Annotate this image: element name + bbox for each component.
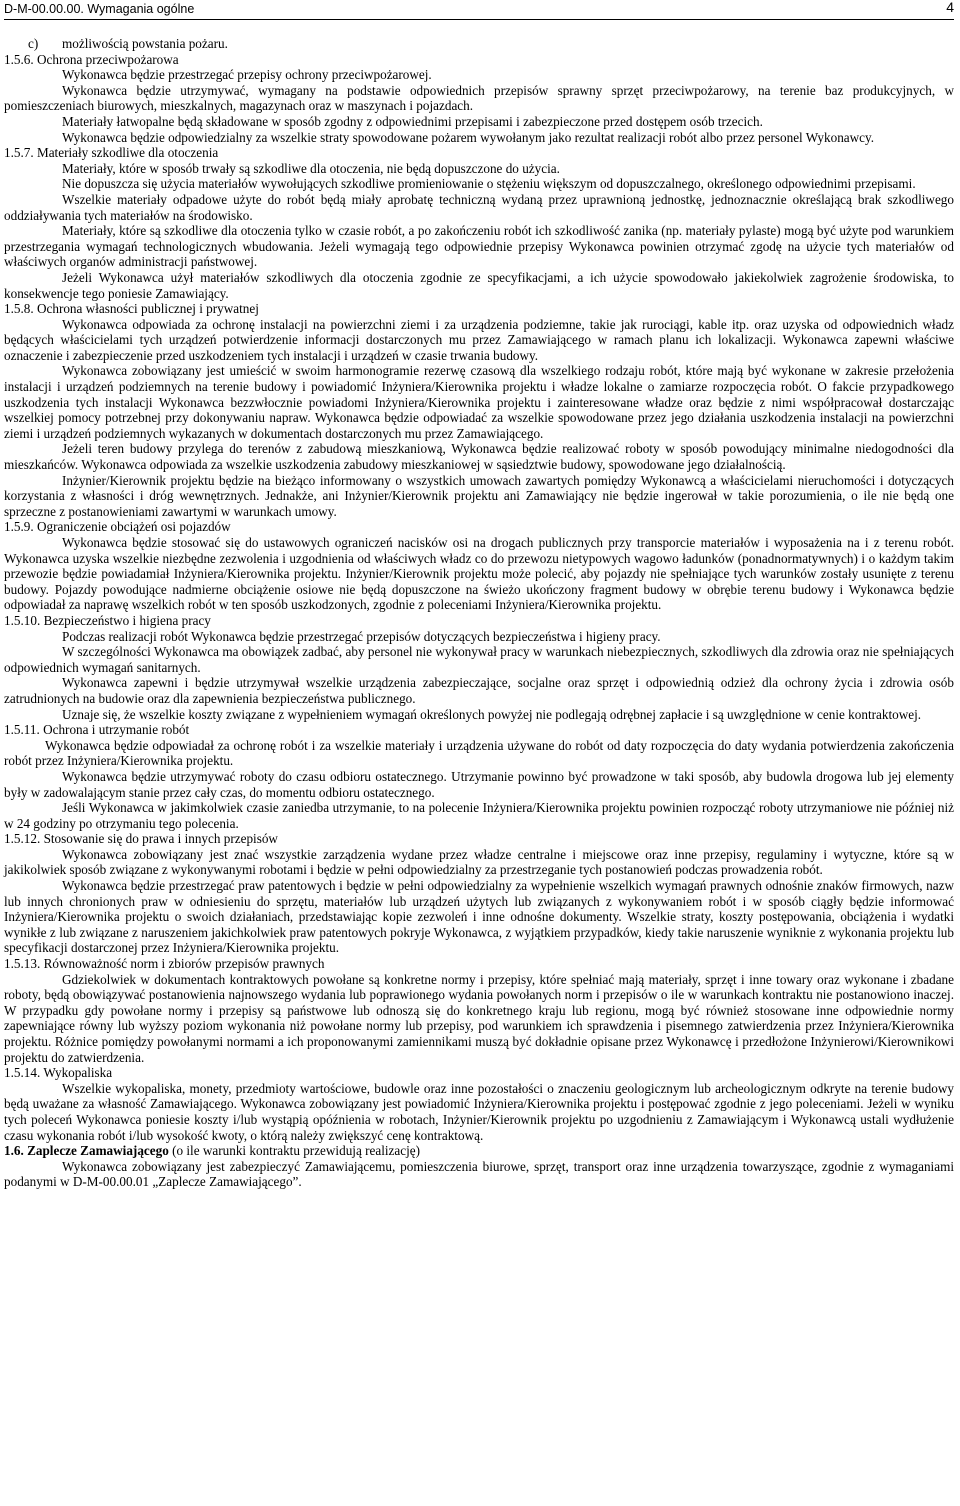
paragraph: W szczególności Wykonawca ma obowiązek zadbać, aby personel nie wykonywał pracy w warunkach niebezpiecznych, szkodliwych dla zdrowia oraz nie spełniających odpowiednich wymagań sanitarnych.	[4, 644, 954, 675]
section-1-5-13-heading	[4, 956, 954, 972]
section-title: Bezpieczeństwo i higiena pracy	[43, 612, 211, 628]
paragraph: Materiały, które w sposób trwały są szkodliwe dla otoczenia, nie będą dopuszczone do użycia.	[62, 160, 560, 176]
section-1-6-heading	[4, 1143, 954, 1159]
paragraph: Wszelkie wykopaliska, monety, przedmioty wartościowe, budowle oraz inne pozostałości o znaczeniu geologicznym lub archeologicznym odkryte na terenie budowy będą uważane za własność Zamawiającego. Wykonawca zobowiązany jest powiadomić Inżyniera/Kierownika projektu i postępować zgodnie z jego poleceniami. Jeżeli w wyniku tych poleceń Wykonawca poniesie koszty i/lub wystąpią opóźnienia w robotach, Inżynier/Kierownik projektu po uzgodnieniu z Zamawiającym i Wykonawcą ustali wydłużenie czasu wykonania robót i/lub wysokość kwoty, o którą należy zwiększyć cenę kontraktową.	[4, 1080, 954, 1143]
paragraph: Wykonawca zapewni i będzie utrzymywał wszelkie urządzenia zabezpieczające, socjalne oraz sprzęt i odpowiednią odzież dla ochrony życia i zdrowia osób zatrudnionych na budowie oraz dla zapewnienia bezpieczeństwa publicznego.	[4, 675, 954, 706]
section-1-5-14-heading	[4, 1065, 954, 1081]
paragraph: Wykonawca zobowiązany jest umieścić w swoim harmonogramie rezerwę czasową dla wszelkiego rodzaju robót, które mają być wykonane w zakresie przełożenia instalacji i urządzeń podziemnych na terenie budowy i powiadomić Inżyniera/Kierownika projektu i władze lokalne o zamiarze rozpoczęcia robót. O fakcie przypadkowego uszkodzenia tych instalacji Wykonawca bezzwłocznie powiadomi Inżyniera/Kierownika projektu i zainteresowane władze oraz będzie z nimi współpracował dostarczając wszelkiej pomocy potrzebnej przy dokonywaniu napraw. Wykonawca będzie odpowiadać za wszelkie spowodowane przez jego działania uszkodzenia instalacji na powierzchni ziemi i urządzeń podziemnych wykazanych w dokumentach dostarczonych mu przez Zamawiającego.	[4, 363, 954, 441]
paragraph: Inżynier/Kierownik projektu będzie na bieżąco informowany o wszystkich umowach zawartych pomiędzy Wykonawcą a właścicielami nieruchomości i dotyczących korzystania z własności i dróg wewnętrznych. Jednakże, ani Inżynier/Kierownik projektu ani Zamawiający nie będzie ingerował w takie porozumienia, o ile nie będą one sprzeczne z postanowieniami zawartymi w warunkach umowy.	[4, 472, 954, 519]
paragraph: Wykonawca odpowiada za ochronę instalacji na powierzchni ziemi i za urządzenia podziemne, takie jak rurociągi, kable itp. oraz uzyska od odpowiednich władz będących właścicielami tych urządzeń potwierdzenie informacji dostarczonych mu przez Zamawiającego w ramach planu ich lokalizacji. Wykonawca zapewni właściwe oznaczenie i zabezpieczenie przed uszkodzeniem tych instalacji i urządzeń w czasie trwania budowy.	[4, 316, 954, 363]
paragraph: Materiały łatwopalne będą składowane w sposób zgodny z odpowiednimi przepisami i zabezpieczone przed dostępem osób trzecich.	[62, 113, 763, 129]
section-title: Ograniczenie obciążeń osi pojazdów	[36, 519, 231, 535]
paragraph: Jeśli Wykonawca w jakimkolwiek czasie zaniedba utrzymanie, to na polecenie Inżyniera/Kierownika projektu powinien rozpocząć roboty utrzymaniowe nie później niż w 24 godziny po otrzymaniu tego polecenia.	[4, 800, 954, 831]
section-title: Zaplecze Zamawiającego	[27, 1143, 169, 1159]
section-number: 1.6.	[4, 1143, 24, 1159]
section-1-5-6-heading	[4, 52, 954, 68]
paragraph: Wykonawca będzie utrzymywać roboty do czasu odbioru ostatecznego. Utrzymanie powinno być prowadzone w taki sposób, aby budowla drogowa lub jej elementy były w zadowalającym stanie przez cały czas, do momentu odbioru ostatecznego.	[4, 768, 954, 800]
paragraph: Uznaje się, że wszelkie koszty związane z wypełnieniem wymagań określonych powyżej nie podlegają odrębnej zapłacie i są uwzględnione w cenie kontraktowej.	[62, 706, 922, 722]
section-title: Równoważność norm i zbiorów przepisów prawnych	[43, 956, 325, 972]
paragraph: Gdziekolwiek w dokumentach kontraktowych powołane są konkretne normy i przepisy, które spełniać mają materiały, sprzęt i inne towary oraz wykonane i zbadane roboty, będą obowiązywać postanowienia najnowszego wydania lub poprawionego wydania powołanych norm i przepisów o ile w warunkach kontraktu nie postanowiono inaczej. W przypadku gdy powołane normy i przepisy są państwowe lub odnoszą się do konkretnego kraju lub regionu, mogą być również stosowane inne odpowiednie normy zapewniające równy lub wyższy poziom wykonania niż powołane normy lub przepisy, pod warunkiem ich sprawdzenia i pisemnego zatwierdzenia przez Inżyniera/Kierownika projektu. Różnice pomiędzy powołanymi normami a ich proponowanymi zamiennikami muszą być dokładnie opisane przez Wykonawcę i przedłożone Inżynierowi/Kierownikowi projektu do zatwierdzenia.	[4, 971, 954, 1065]
section-title: Stosowanie się do prawa i innych przepisów	[43, 831, 278, 847]
section-1-5-8-heading	[4, 301, 954, 317]
section-number: 1.5.14.	[4, 1065, 41, 1081]
section-title: Materiały szkodliwe dla otoczenia	[36, 145, 219, 161]
paragraph: Wykonawca zobowiązany jest znać wszystkie zarządzenia wydane przez władze centralne i miejscowe oraz inne przepisy, regulaminy i wytyczne, które są w jakikolwiek sposób związane z wykonywanymi robotami i będzie w pełni odpowiedzialny za przestrzeganie tych postanowień podczas prowadzenia robót.	[4, 846, 954, 878]
section-number: 1.5.13.	[4, 956, 41, 972]
list-text: możliwością powstania pożaru.	[62, 36, 228, 51]
section-title: Wykopaliska	[43, 1065, 113, 1081]
paragraph: Jeżeli Wykonawca użył materiałów szkodliwych dla otoczenia zgodnie ze specyfikacjami, a ich użycie spowodowało jakiekolwiek zagrożenie środowiska, to konsekwencje tego poniesie Zamawiający.	[4, 269, 954, 301]
section-number: 1.5.12.	[4, 831, 41, 847]
paragraph: Wykonawca będzie utrzymywać, wymagany na podstawie odpowiednich przepisów sprawny sprzęt przeciwpożarowy, na terenie baz produkcyjnych, w pomieszczeniach biurowych, mieszkalnych, magazynach oraz w maszynach i pojazdach.	[4, 82, 954, 114]
section-number: 1.5.9.	[4, 519, 34, 535]
paragraph: Nie dopuszcza się użycia materiałów wywołujących szkodliwe promieniowanie o stężeniu większym od dopuszczalnego, określonego odpowiednimi przepisami.	[62, 176, 916, 192]
document-body	[4, 22, 954, 1190]
paragraph: Jeżeli teren budowy przylega do terenów z zabudową mieszkaniową, Wykonawca będzie realizować roboty w sposób powodujący minimalne niedogodności dla mieszkańców. Wykonawca odpowiada za wszelkie uszkodzenia zabudowy mieszkaniowej w sąsiedztwie budowy, spowodowane jego działalnością.	[4, 441, 954, 473]
header-rule	[4, 19, 954, 20]
paragraph: Wykonawca będzie przestrzegać praw patentowych i będzie w pełni odpowiedzialny za wypełnienie wszelkich wymagań prawnych odnośnie znaków firmowych, nazw lub innych chronionych praw w odniesieniu do sprzętu, materiałów lub urządzeń użytych lub związanych z wykonywaniem robót i w sposób ciągły będzie informować Inżyniera/Kierownika projektu o swoich działaniach, przedstawiając kopie zezwoleń i inne odnośne dokumenty. Wszelkie straty, koszty postępowania, obciążenia i wydatki wynikłe z lub związane z naruszeniem jakichkolwiek praw patentowych pokryje Wykonawca, z wyjątkiem przypadków, kiedy takie naruszenie wyniknie z wykonania projektu lub specyfikacji dostarczonej przez Inżyniera/Kierownika projektu.	[4, 878, 954, 956]
section-1-5-7-heading	[4, 145, 954, 161]
paragraph: Wykonawca będzie odpowiadał za ochronę robót i za wszelkie materiały i urządzenia używane do robót od daty rozpoczęcia do daty wydania potwierdzenia zakończenia robót przez Inżyniera/Kierownika projektu.	[4, 737, 954, 769]
page-header	[4, 0, 954, 22]
section-1-5-11-heading	[4, 722, 954, 738]
section-1-5-10-heading	[4, 613, 954, 629]
paragraph: Wykonawca będzie odpowiedzialny za wszelkie straty spowodowane pożarem wywołanym jako rezultat realizacji robót albo przez personel Wykonawcy.	[62, 129, 875, 145]
header-title: D-M-00.00.00. Wymagania ogólne	[4, 2, 195, 16]
page-number: 4	[946, 0, 954, 15]
list-label: c)	[28, 36, 39, 51]
section-number: 1.5.11.	[4, 722, 40, 738]
section-number: 1.5.7.	[4, 145, 34, 161]
list-item-c	[4, 36, 954, 52]
section-1-5-9-heading	[4, 519, 954, 535]
section-number: 1.5.10.	[4, 612, 41, 628]
section-title: Ochrona przeciwpożarowa	[36, 51, 179, 67]
paragraph: Podczas realizacji robót Wykonawca będzie przestrzegać przepisów dotyczących bezpieczeństwa i higieny pracy.	[62, 628, 661, 644]
section-title: Ochrona i utrzymanie robót	[43, 722, 190, 738]
paragraph: Wykonawca będzie stosować się do ustawowych ograniczeń nacisków osi na drogach publicznych przy transporcie materiałów i wyposażenia na i z terenu robót. Wykonawca uzyska wszelkie niezbędne zezwolenia i uzgodnienia od właściwych władz co do przewozu nietypowych wagowo ładunków (ponadnormatywnych) i o każdym takim przewozie będzie powiadamiał Inżyniera/Kierownika projektu. Inżynier/Kierownik projektu może polecić, aby pojazdy nie spełniające tych warunków zostały usunięte z terenu budowy. Pojazdy powodujące nadmierne obciążenie osiowe nie będą dopuszczone na świeżo ukończony fragment budowy w obrębie terenu budowy i Wykonawca będzie odpowiadał za naprawę wszelkich robót w ten sposób uszkodzonych, zgodnie z poleceniami Inżyniera/Kierownika projektu.	[4, 535, 954, 613]
document-page	[4, 0, 954, 1190]
paragraph: Wykonawca zobowiązany jest zabezpieczyć Zamawiającemu, pomieszczenia biurowe, sprzęt, transport oraz inne urządzenia towarzyszące, zgodnie z wymaganiami podanymi w D-M-00.00.01 „Zaplecze Zamawiającego”.	[4, 1158, 954, 1190]
paragraph: Materiały, które są szkodliwe dla otoczenia tylko w czasie robót, a po zakończeniu robót ich szkodliwość zanika (np. materiały pylaste) mogą być użyte pod warunkiem przestrzegania wymagań technologicznych wbudowania. Jeżeli wymagają tego odpowiednie przepisy Wykonawca powinien otrzymać zgodę na użycie tych materiałów od właściwych organów administracji państwowej.	[4, 223, 954, 270]
section-number: 1.5.8.	[4, 301, 34, 317]
section-title-note: (o ile warunki kontraktu przewidują realizację)	[172, 1143, 420, 1159]
paragraph: Wszelkie materiały odpadowe użyte do robót będą miały aprobatę techniczną wydaną przez uprawnioną jednostkę, jednoznacznie określającą brak szkodliwego oddziaływania tych materiałów na środowisko.	[4, 191, 954, 223]
section-title: Ochrona własności publicznej i prywatnej	[36, 301, 259, 317]
section-1-5-12-heading	[4, 831, 954, 847]
paragraph: Wykonawca będzie przestrzegać przepisy ochrony przeciwpożarowej.	[62, 67, 432, 83]
section-number: 1.5.6.	[4, 51, 34, 67]
